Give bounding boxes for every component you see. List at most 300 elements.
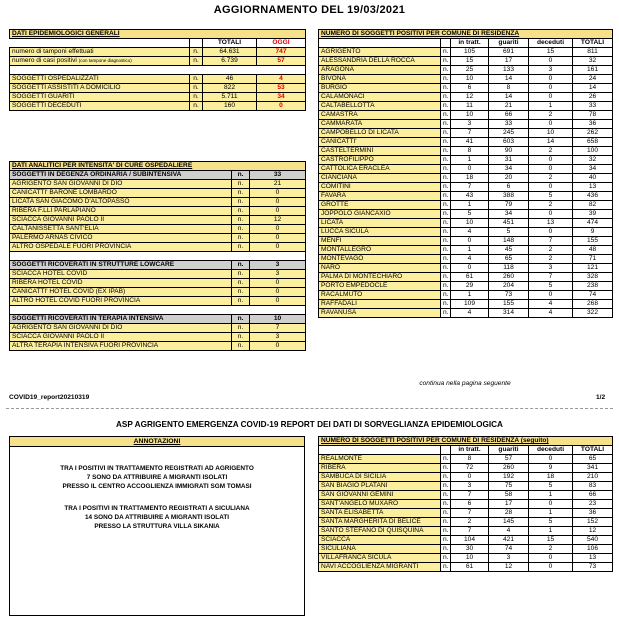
hospital-row	[10, 243, 306, 252]
unit-cell: n.	[441, 491, 451, 500]
deceduti-cell: 0	[529, 455, 573, 464]
spacer-cell	[10, 66, 306, 75]
deceduti-cell: 1	[529, 527, 573, 536]
deceduti-cell: 1	[529, 102, 573, 111]
col-totali: TOTALI	[573, 39, 613, 48]
guariti-cell: 421	[489, 536, 529, 545]
in-tratt-cell: 30	[451, 545, 489, 554]
comune-row	[319, 84, 613, 93]
in-tratt-cell: 41	[451, 138, 489, 147]
unit-cell: n.	[441, 111, 451, 120]
in-tratt-cell: 7	[451, 527, 489, 536]
totali-cell: 160	[203, 102, 257, 111]
in-tratt-cell: 3	[451, 120, 489, 129]
comune-row	[319, 482, 613, 491]
page-number: 1/2	[596, 394, 606, 401]
report-id: COVID19_report20210319	[9, 394, 90, 401]
comune-row	[319, 210, 613, 219]
comune-row	[319, 138, 613, 147]
deceduti-cell: 2	[529, 174, 573, 183]
comune-name: BURGIO	[319, 84, 441, 93]
hospital-name: CANICATTI' BARONE LOMBARDO	[10, 189, 232, 198]
oggi-cell: 4	[257, 75, 306, 84]
unit-cell: n.	[441, 518, 451, 527]
unit-cell: n.	[441, 102, 451, 111]
comuni-header: NUMERO DI SOGGETTI POSITIVI PER COMUNE DI RESIDENZA	[319, 30, 613, 39]
in-tratt-cell: 8	[451, 455, 489, 464]
unit-cell: n.	[441, 300, 451, 309]
deceduti-cell: 2	[529, 246, 573, 255]
in-tratt-cell: 7	[451, 183, 489, 192]
totali-cell: 436	[573, 192, 613, 201]
unit-cell: n.	[232, 207, 250, 216]
general-row	[10, 75, 306, 84]
in-tratt-cell: 61	[451, 563, 489, 572]
comune-name: PORTO EMPEDOCLE	[319, 282, 441, 291]
deceduti-cell: 1	[529, 509, 573, 518]
in-tratt-cell: 7	[451, 509, 489, 518]
unit-cell: n.	[441, 147, 451, 156]
totali-cell: 322	[573, 309, 613, 318]
comune-name: CAMASTRA	[319, 111, 441, 120]
comune-row	[319, 57, 613, 66]
hospital-row	[10, 297, 306, 306]
general-row	[10, 48, 306, 57]
totali-cell: 78	[573, 111, 613, 120]
comune-name: SAMBUCA DI SICILIA	[319, 473, 441, 482]
in-tratt-cell: 6	[451, 84, 489, 93]
hospital-value: 0	[250, 288, 306, 297]
hospital-value: 0	[250, 198, 306, 207]
comune-row	[319, 264, 613, 273]
deceduti-cell: 4	[529, 309, 573, 318]
hospital-value: 7	[250, 324, 306, 333]
in-tratt-cell: 0	[451, 237, 489, 246]
guariti-cell: 17	[489, 57, 529, 66]
comune-name: SCIACCA	[319, 536, 441, 545]
hospital-value: 0	[250, 234, 306, 243]
general-row	[10, 57, 306, 66]
hospital-name: RIBERA F.LLI PARLAPIANO	[10, 207, 232, 216]
unit-cell: n.	[441, 273, 451, 282]
general-row-label: SOGGETTI DECEDUTI	[10, 102, 190, 111]
hospital-row	[10, 216, 306, 225]
annotations-box	[9, 436, 305, 616]
totali-cell: 13	[573, 183, 613, 192]
page2-title: ASP AGRIGENTO EMERGENZA COVID-19 REPORT DEI DATI DI SORVEGLIANZA EPIDEMIOLOGICA	[116, 420, 503, 429]
hospital-name: ALTRO HOTEL COVID FUORI PROVINCIA	[10, 297, 232, 306]
deceduti-cell: 2	[529, 201, 573, 210]
comune-row	[319, 192, 613, 201]
totali-cell: 23	[573, 500, 613, 509]
in-tratt-cell: 105	[451, 48, 489, 57]
in-tratt-cell: 18	[451, 174, 489, 183]
comune-name: CALTABELLOTTA	[319, 102, 441, 111]
comune-name: FAVARA	[319, 192, 441, 201]
totali-cell: 65	[573, 455, 613, 464]
comune-name: PALMA DI MONTECHIARO	[319, 273, 441, 282]
comune-name: SAN BIAGIO PLATANI	[319, 482, 441, 491]
guariti-cell: 75	[489, 482, 529, 491]
comune-name: LUCCA SICULA	[319, 228, 441, 237]
in-tratt-cell: 1	[451, 246, 489, 255]
in-tratt-cell: 1	[451, 156, 489, 165]
deceduti-cell: 4	[529, 300, 573, 309]
deceduti-cell: 10	[529, 129, 573, 138]
comune-row	[319, 300, 613, 309]
deceduti-cell: 14	[529, 138, 573, 147]
comune-row	[319, 464, 613, 473]
deceduti-cell: 3	[529, 66, 573, 75]
unit-cell: n.	[441, 255, 451, 264]
unit-cell: n.	[441, 536, 451, 545]
hospital-name: AGRIGENTO SAN GIOVANNI DI DIO	[10, 324, 232, 333]
comune-row	[319, 563, 613, 572]
section-label: SOGGETTI RICOVERATI IN STRUTTURE LOWCARE	[10, 261, 232, 270]
unit-cell: n.	[441, 210, 451, 219]
unit-cell: n.	[232, 180, 250, 189]
unit-cell: n.	[232, 171, 250, 180]
totali-cell: 71	[573, 255, 613, 264]
guariti-cell: 4	[489, 527, 529, 536]
guariti-cell: 74	[489, 545, 529, 554]
unit-cell: n.	[441, 156, 451, 165]
section-label: SOGGETTI IN DEGENZA ORDINARIA / SUBINTENSIVA	[10, 171, 232, 180]
in-tratt-cell: 1	[451, 201, 489, 210]
comune-name: ARAGONA	[319, 66, 441, 75]
comune-row	[319, 228, 613, 237]
deceduti-cell: 18	[529, 473, 573, 482]
comune-name: SANTO STEFANO DI QUISQUINA	[319, 527, 441, 536]
hospital-name: CANICATTI' HOTEL COVID (EX IPAB)	[10, 288, 232, 297]
comune-row	[319, 183, 613, 192]
in-tratt-cell: 0	[451, 473, 489, 482]
deceduti-cell: 15	[529, 48, 573, 57]
hospital-row	[10, 279, 306, 288]
comune-row	[319, 246, 613, 255]
hospital-name: CALTANISSETTA SANT'ELIA	[10, 225, 232, 234]
comune-row	[319, 455, 613, 464]
comune-row	[319, 120, 613, 129]
hospital-section-row	[10, 171, 306, 180]
comune-name: RIBERA	[319, 464, 441, 473]
totali-cell: 73	[573, 563, 613, 572]
unit-cell: n.	[441, 84, 451, 93]
report-title: AGGIORNAMENTO DEL 19/03/2021	[213, 4, 406, 16]
comune-name: MENFI	[319, 237, 441, 246]
guariti-cell: 20	[489, 174, 529, 183]
deceduti-cell: 0	[529, 156, 573, 165]
comune-row	[319, 147, 613, 156]
oggi-cell: 53	[257, 84, 306, 93]
unit-cell: n.	[441, 291, 451, 300]
guariti-cell: 17	[489, 500, 529, 509]
totali-cell: 100	[573, 147, 613, 156]
totali-cell: 82	[573, 201, 613, 210]
comune-name: CATTOLICA ERACLEA	[319, 165, 441, 174]
totali-cell: 210	[573, 473, 613, 482]
deceduti-cell: 0	[529, 120, 573, 129]
guariti-cell: 245	[489, 129, 529, 138]
hospital-row	[10, 189, 306, 198]
unit-cell: n.	[441, 228, 451, 237]
deceduti-cell: 1	[529, 491, 573, 500]
comune-name: CASTELTERMINI	[319, 147, 441, 156]
spacer-row	[10, 66, 306, 75]
section-value: 10	[250, 315, 306, 324]
spacer-cell	[10, 306, 306, 315]
unit-cell: n.	[232, 270, 250, 279]
totali-cell: 155	[573, 237, 613, 246]
comune-row	[319, 518, 613, 527]
guariti-cell: 192	[489, 473, 529, 482]
comune-row	[319, 165, 613, 174]
in-tratt-cell: 12	[451, 93, 489, 102]
hospital-value: 3	[250, 270, 306, 279]
unit-cell: n.	[190, 102, 203, 111]
comune-name: SICULIANA	[319, 545, 441, 554]
guariti-cell: 155	[489, 300, 529, 309]
in-tratt-cell: 4	[451, 309, 489, 318]
unit-cell: n.	[441, 554, 451, 563]
deceduti-cell: 0	[529, 84, 573, 93]
comune-row	[319, 309, 613, 318]
guariti-cell: 204	[489, 282, 529, 291]
guariti-cell: 58	[489, 491, 529, 500]
in-tratt-cell: 10	[451, 554, 489, 563]
totali-cell: 83	[573, 482, 613, 491]
unit-cell: n.	[441, 563, 451, 572]
hospital-value: 0	[250, 279, 306, 288]
comune-row	[319, 500, 613, 509]
guariti-cell: 66	[489, 111, 529, 120]
totali-cell: 24	[573, 75, 613, 84]
comune-name: LICATA	[319, 219, 441, 228]
unit-cell: n.	[441, 482, 451, 491]
totali-cell: 14	[573, 84, 613, 93]
comune-name: JOPPOLO GIANCAXIO	[319, 210, 441, 219]
comune-row	[319, 291, 613, 300]
totali-cell: 32	[573, 57, 613, 66]
general-header: DATI EPIDEMIOLOGICI GENERALI	[10, 30, 306, 39]
row-note-text: (con tampone diagnostico)	[78, 58, 132, 63]
totali-cell: 268	[573, 300, 613, 309]
guariti-cell: 79	[489, 201, 529, 210]
comune-row	[319, 93, 613, 102]
guariti-cell: 14	[489, 75, 529, 84]
comune-row	[319, 491, 613, 500]
deceduti-cell: 0	[529, 500, 573, 509]
unit-cell: n.	[232, 315, 250, 324]
hospital-row	[10, 198, 306, 207]
unit-cell: n.	[190, 48, 203, 57]
unit-cell: n.	[232, 342, 250, 351]
hospital-row	[10, 225, 306, 234]
comune-row	[319, 282, 613, 291]
comune-row	[319, 66, 613, 75]
general-row	[10, 102, 306, 111]
guariti-cell: 57	[489, 455, 529, 464]
col-totali: TOTALI	[573, 446, 613, 455]
deceduti-cell: 0	[529, 183, 573, 192]
hospital-row	[10, 288, 306, 297]
totali-cell: 658	[573, 138, 613, 147]
unit-cell: n.	[441, 75, 451, 84]
comune-name: RAVANUSA	[319, 309, 441, 318]
comune-name: SANTA MARGHERITA DI BELICE	[319, 518, 441, 527]
general-row-label	[10, 57, 190, 66]
hospital-row	[10, 270, 306, 279]
in-tratt-cell: 25	[451, 66, 489, 75]
unit-cell: n.	[441, 282, 451, 291]
guariti-cell: 314	[489, 309, 529, 318]
hospital-value: 12	[250, 216, 306, 225]
totali-cell: 328	[573, 273, 613, 282]
deceduti-cell: 7	[529, 273, 573, 282]
comune-name: RAFFADALI	[319, 300, 441, 309]
comune-row	[319, 509, 613, 518]
comune-row	[319, 536, 613, 545]
totali-cell: 238	[573, 282, 613, 291]
deceduti-cell: 0	[529, 165, 573, 174]
comune-name: VILLAFRANCA SICULA	[319, 554, 441, 563]
comune-row	[319, 545, 613, 554]
guariti-cell: 8	[489, 84, 529, 93]
unit-cell: n.	[190, 57, 203, 66]
hospital-name: SCIACCA GIOVANNI PAOLO II	[10, 216, 232, 225]
page-separator	[6, 408, 613, 409]
deceduti-cell: 5	[529, 192, 573, 201]
guariti-cell: 14	[489, 93, 529, 102]
col-deceduti: deceduti	[529, 446, 573, 455]
unit-cell: n.	[190, 75, 203, 84]
in-tratt-cell: 10	[451, 75, 489, 84]
oggi-cell: 747	[257, 48, 306, 57]
deceduti-cell: 0	[529, 228, 573, 237]
section-value: 3	[250, 261, 306, 270]
guariti-cell: 6	[489, 183, 529, 192]
deceduti-cell: 2	[529, 545, 573, 554]
in-tratt-cell: 104	[451, 536, 489, 545]
hospital-row	[10, 207, 306, 216]
general-row-label: SOGGETTI ASSISTITI A DOMICILIO	[10, 84, 190, 93]
totali-cell: 5.711	[203, 93, 257, 102]
unit-cell: n.	[232, 297, 250, 306]
comune-row	[319, 219, 613, 228]
general-row	[10, 84, 306, 93]
spacer-row	[10, 252, 306, 261]
hospital-value: 0	[250, 297, 306, 306]
comune-name: SANTA ELISABETTA	[319, 509, 441, 518]
comune-name: COMITINI	[319, 183, 441, 192]
hospital-row	[10, 180, 306, 189]
deceduti-cell: 7	[529, 237, 573, 246]
deceduti-cell: 15	[529, 536, 573, 545]
totali-cell: 13	[573, 554, 613, 563]
unit-cell: n.	[232, 189, 250, 198]
col-oggi: OGGI	[257, 39, 306, 48]
comune-row	[319, 75, 613, 84]
guariti-cell: 73	[489, 291, 529, 300]
deceduti-cell: 0	[529, 210, 573, 219]
in-tratt-cell: 72	[451, 464, 489, 473]
guariti-cell: 603	[489, 138, 529, 147]
col-guariti: guariti	[489, 446, 529, 455]
unit-cell: n.	[441, 129, 451, 138]
comune-row	[319, 255, 613, 264]
comune-name: SAN GIOVANNI GEMINI	[319, 491, 441, 500]
comuni-header-seguito: NUMERO DI SOGGETTI POSITIVI PER COMUNE DI RESIDENZA (seguito)	[319, 437, 613, 446]
totali-cell: 6.739	[203, 57, 257, 66]
hospital-value: 0	[250, 342, 306, 351]
unit-cell: n.	[441, 473, 451, 482]
deceduti-cell: 0	[529, 554, 573, 563]
guariti-cell: 133	[489, 66, 529, 75]
general-row-label: SOGGETTI OSPEDALIZZATI	[10, 75, 190, 84]
hospital-value: 0	[250, 225, 306, 234]
unit-cell: n.	[441, 66, 451, 75]
in-tratt-cell: 15	[451, 57, 489, 66]
comune-row	[319, 102, 613, 111]
deceduti-cell: 5	[529, 482, 573, 491]
comune-row	[319, 156, 613, 165]
in-tratt-cell: 6	[451, 500, 489, 509]
unit-cell: n.	[441, 201, 451, 210]
comune-name: ALESSANDRIA DELLA ROCCA	[319, 57, 441, 66]
comune-row	[319, 111, 613, 120]
guariti-cell: 3	[489, 554, 529, 563]
oggi-cell: 34	[257, 93, 306, 102]
unit-cell: n.	[190, 84, 203, 93]
deceduti-cell: 13	[529, 219, 573, 228]
guariti-cell: 260	[489, 273, 529, 282]
in-tratt-cell: 5	[451, 210, 489, 219]
in-tratt-cell: 29	[451, 282, 489, 291]
comune-name: NARO	[319, 264, 441, 273]
unit-cell: n.	[232, 234, 250, 243]
totali-cell: 474	[573, 219, 613, 228]
unit-cell: n.	[441, 138, 451, 147]
in-tratt-cell: 11	[451, 102, 489, 111]
section-value: 33	[250, 171, 306, 180]
col-in-tratt: in tratt.	[451, 446, 489, 455]
comune-name: REALMONTE	[319, 455, 441, 464]
comune-name: NAVI ACCOGLIENZA MIGRANTI	[319, 563, 441, 572]
comune-name: MONTALLEGRO	[319, 246, 441, 255]
in-tratt-cell: 61	[451, 273, 489, 282]
totali-cell: 26	[573, 93, 613, 102]
guariti-cell: 5	[489, 228, 529, 237]
hospital-name: RIBERA HOTEL COVID	[10, 279, 232, 288]
row-label-text: numero di tamponi effettuati	[12, 48, 94, 55]
in-tratt-cell: 43	[451, 192, 489, 201]
totali-cell: 262	[573, 129, 613, 138]
totali-cell: 106	[573, 545, 613, 554]
general-data-table	[9, 29, 306, 111]
guariti-cell: 90	[489, 147, 529, 156]
unit-cell: n.	[232, 216, 250, 225]
deceduti-cell: 2	[529, 147, 573, 156]
hospital-name: PALERMO ARNAS CIVICO	[10, 234, 232, 243]
hospital-name: ALTRO OSPEDALE FUORI PROVINCIA	[10, 243, 232, 252]
hospital-row	[10, 342, 306, 351]
guariti-cell: 31	[489, 156, 529, 165]
deceduti-cell: 2	[529, 111, 573, 120]
in-tratt-cell: 4	[451, 228, 489, 237]
deceduti-cell: 0	[529, 75, 573, 84]
guariti-cell: 260	[489, 464, 529, 473]
unit-cell: n.	[232, 288, 250, 297]
